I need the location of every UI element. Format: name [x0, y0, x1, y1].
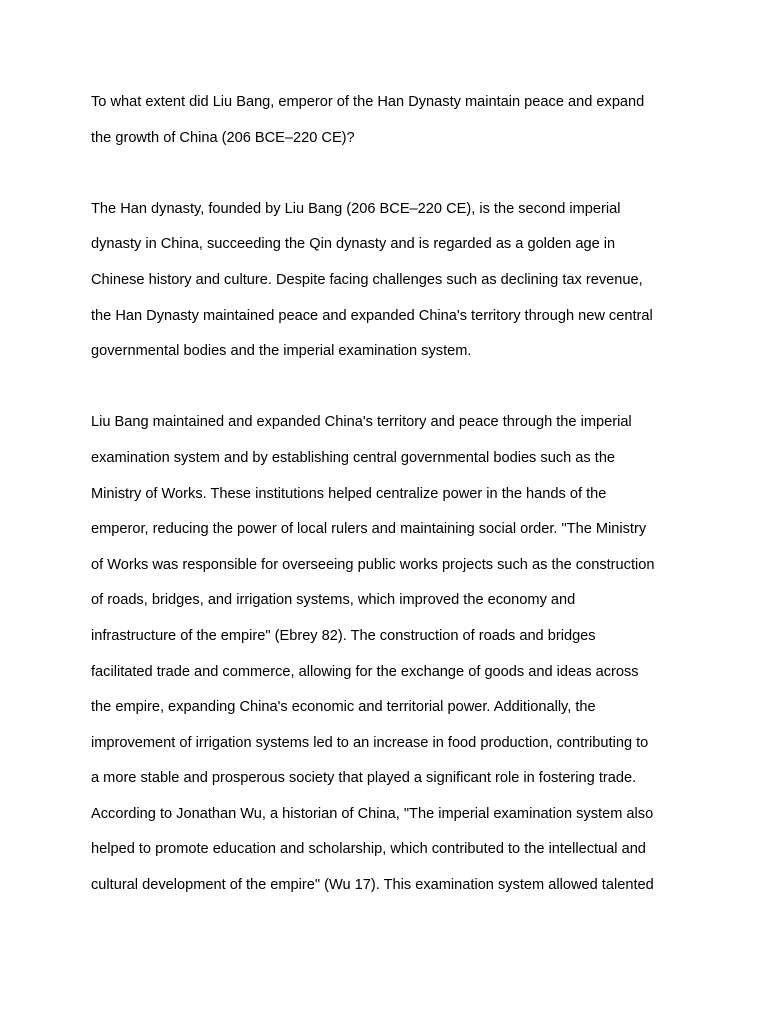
text-line: infrastructure of the empire" (Ebrey 82). The construction of roads and bridges — [91, 627, 596, 644]
text-line: According to Jonathan Wu, a historian of China, "The imperial examination system also — [91, 805, 654, 822]
text-line: improvement of irrigation systems led to an increase in food production, contributing to — [91, 734, 649, 751]
text-line: a more stable and prosperous society that played a significant role in fostering trade. — [91, 770, 637, 787]
question-paragraph — [91, 85, 681, 156]
text-line: dynasty in China, succeeding the Qin dynasty and is regarded as a golden age in — [91, 236, 616, 253]
text-line: To what extent did Liu Bang, emperor of the Han Dynasty maintain peace and expand — [91, 94, 645, 110]
text-line: the Han Dynasty maintained peace and expanded China's territory through new central — [91, 307, 653, 324]
text-line: Ministry of Works. These institutions helped centralize power in the hands of the — [91, 485, 607, 502]
text-line: facilitated trade and commerce, allowing for the exchange of goods and ideas across — [91, 663, 639, 680]
document-text — [91, 85, 681, 904]
text-line: cultural development of the empire" (Wu 17). This examination system allowed talented — [91, 877, 654, 894]
text-line: of roads, bridges, and irrigation systems, which improved the economy and — [91, 592, 576, 609]
text-line: The Han dynasty, founded by Liu Bang (206 BCE–220 CE), is the second imperial — [91, 200, 621, 217]
text-line: Liu Bang maintained and expanded China's territory and peace through the imperial — [91, 414, 632, 431]
text-line: of Works was responsible for overseeing public works projects such as the construction — [91, 556, 655, 573]
text-line: helped to promote education and scholarship, which contributed to the intellectual and — [91, 841, 646, 858]
intro-paragraph — [91, 192, 681, 370]
text-line: examination system and by establishing central governmental bodies such as the — [91, 449, 616, 466]
text-line: emperor, reducing the power of local rulers and maintaining social order. "The Ministry — [91, 521, 647, 538]
text-line: Chinese history and culture. Despite facing challenges such as declining tax revenue, — [91, 271, 643, 288]
paragraph-gap — [91, 156, 681, 192]
paragraph-gap — [91, 370, 681, 406]
text-line: the empire, expanding China's economic and territorial power. Additionally, the — [91, 699, 596, 716]
body-paragraph — [91, 405, 681, 903]
text-line: governmental bodies and the imperial examination system. — [91, 343, 472, 360]
text-line: the growth of China (206 BCE–220 CE)? — [91, 129, 355, 146]
